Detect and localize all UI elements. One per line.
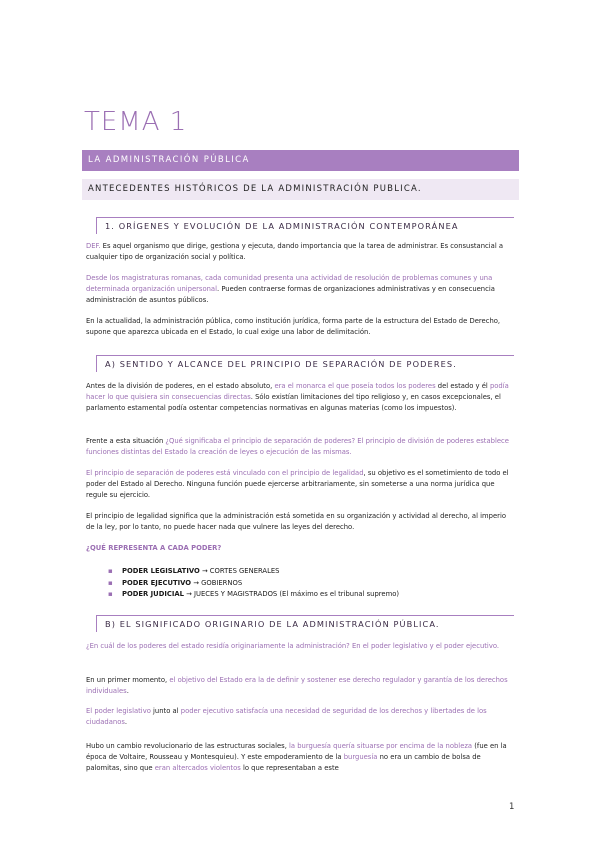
section-band-title: LA ADMINISTRACIÓN PÚBLICA: [82, 150, 519, 171]
list-item: ▪ PODER JUDICIAL → JUECES Y MAGISTRADOS (El máximo es el tribunal supremo): [108, 589, 399, 601]
heading-sentido-alcance: A) SENTIDO Y ALCANCE DEL PRINCIPIO DE SEPARACIÓN DE PODERES.: [96, 355, 514, 372]
paragraph-pregunta-poderes: ¿En cuál de los poderes del estado residía originariamente la administración? En el poder legislativo y el poder ejecutivo.: [86, 642, 500, 650]
subsection-band-title: ANTECEDENTES HISTÓRICOS DE LA ADMINISTRACIÓN PUBLICA.: [82, 179, 519, 200]
paragraph-frente: Frente a esta situación ¿Qué significaba el principio de separación de poderes? El principio de división de poderes establece funciones distintas del Estado la creación de leyes o ejecución de las mismas.: [86, 437, 509, 456]
paragraph-actualidad: En la actualidad, la administración pública, como institución jurídica, forma parte de la estructura del Estado de Derecho, supone que aparezca ubicada en el Estado, lo cual exige una labor de delimitación.: [86, 317, 501, 336]
heading-significado-originario: B) EL SIGNIFICADO ORIGINARIO DE LA ADMINISTRACIÓN PÚBLICA.: [96, 615, 514, 632]
page-number: 1: [509, 802, 515, 812]
paragraph-separacion-legalidad: El principio de separación de poderes está vinculado con el principio de legalidad, su objetivo es el sometimiento de todo el poder del Estado al Derecho. Ninguna función puede ejercerse arbitrariamente, sin someterse a una norma jurídica que regule su ejercicio.: [86, 469, 509, 499]
question-representa-poder: ¿QUÉ REPRESENTA A CADA PODER?: [86, 544, 222, 552]
list-item: ▪ PODER LEGISLATIVO → CORTES GENERALES: [108, 566, 399, 578]
paragraph-cambio-revolucionario: Hubo un cambio revolucionario de las estructuras sociales, la burguesía quería situarse por encima de la nobleza (fue en la época de Voltaire, Rousseau y Montesquieu). Y este empoderamiento de la burguesía no era un cambio de bolsa de palomitas, sino que eran altercados violentos lo que representaban a este: [86, 742, 507, 772]
paragraph-magistraturas: Desde los magistraturas romanas, cada comunidad presenta una actividad de resolución de problemas comunes y una determinada organización unipersonal. Pueden contraerse formas de organizaciones administrativas y en consecuencia administración de asuntos públicos.: [86, 274, 495, 304]
page-title: TEMA 1: [84, 107, 188, 137]
paragraph-poder-legislativo: El poder legislativo junto al poder ejecutivo satisfacía una necesidad de seguridad de los derechos y libertades de los ciudadanos.: [86, 707, 487, 726]
heading-origenes: 1. ORÍGENES Y EVOLUCIÓN DE LA ADMINISTRACIÓN CONTEMPORÁNEA: [96, 217, 514, 234]
list-item: ▪ PODER EJECUTIVO → GOBIERNOS: [108, 578, 399, 590]
paragraph-primer-momento: En un primer momento, el objetivo del Estado era la de definir y sostener ese derecho regulador y garantía de los derechos individuales.: [86, 676, 508, 695]
poderes-list: [108, 566, 399, 601]
paragraph-principio-legalidad: El principio de legalidad significa que la administración está sometida en su organización y actividad al derecho, al imperio de la ley, por lo tanto, no puede hacer nada que vulnere las leyes del derecho.: [86, 512, 506, 531]
paragraph-division-poderes: Antes de la división de poderes, en el estado absoluto, era el monarca el que poseía todos los poderes del estado y él podía hacer lo que quisiera sin consecuencias directas. Sólo existían limitaciones del tipo religioso y, en casos excepcionales, el parlamento estamental podía ostentar competencias normativas en algunas materias (como los impuestos).: [86, 382, 509, 412]
paragraph-def: DEF. Es aquel organismo que dirige, gestiona y ejecuta, dando importancia que la tarea de administrar. Es consustancial a cualquier tipo de organización social y política.: [86, 242, 504, 261]
